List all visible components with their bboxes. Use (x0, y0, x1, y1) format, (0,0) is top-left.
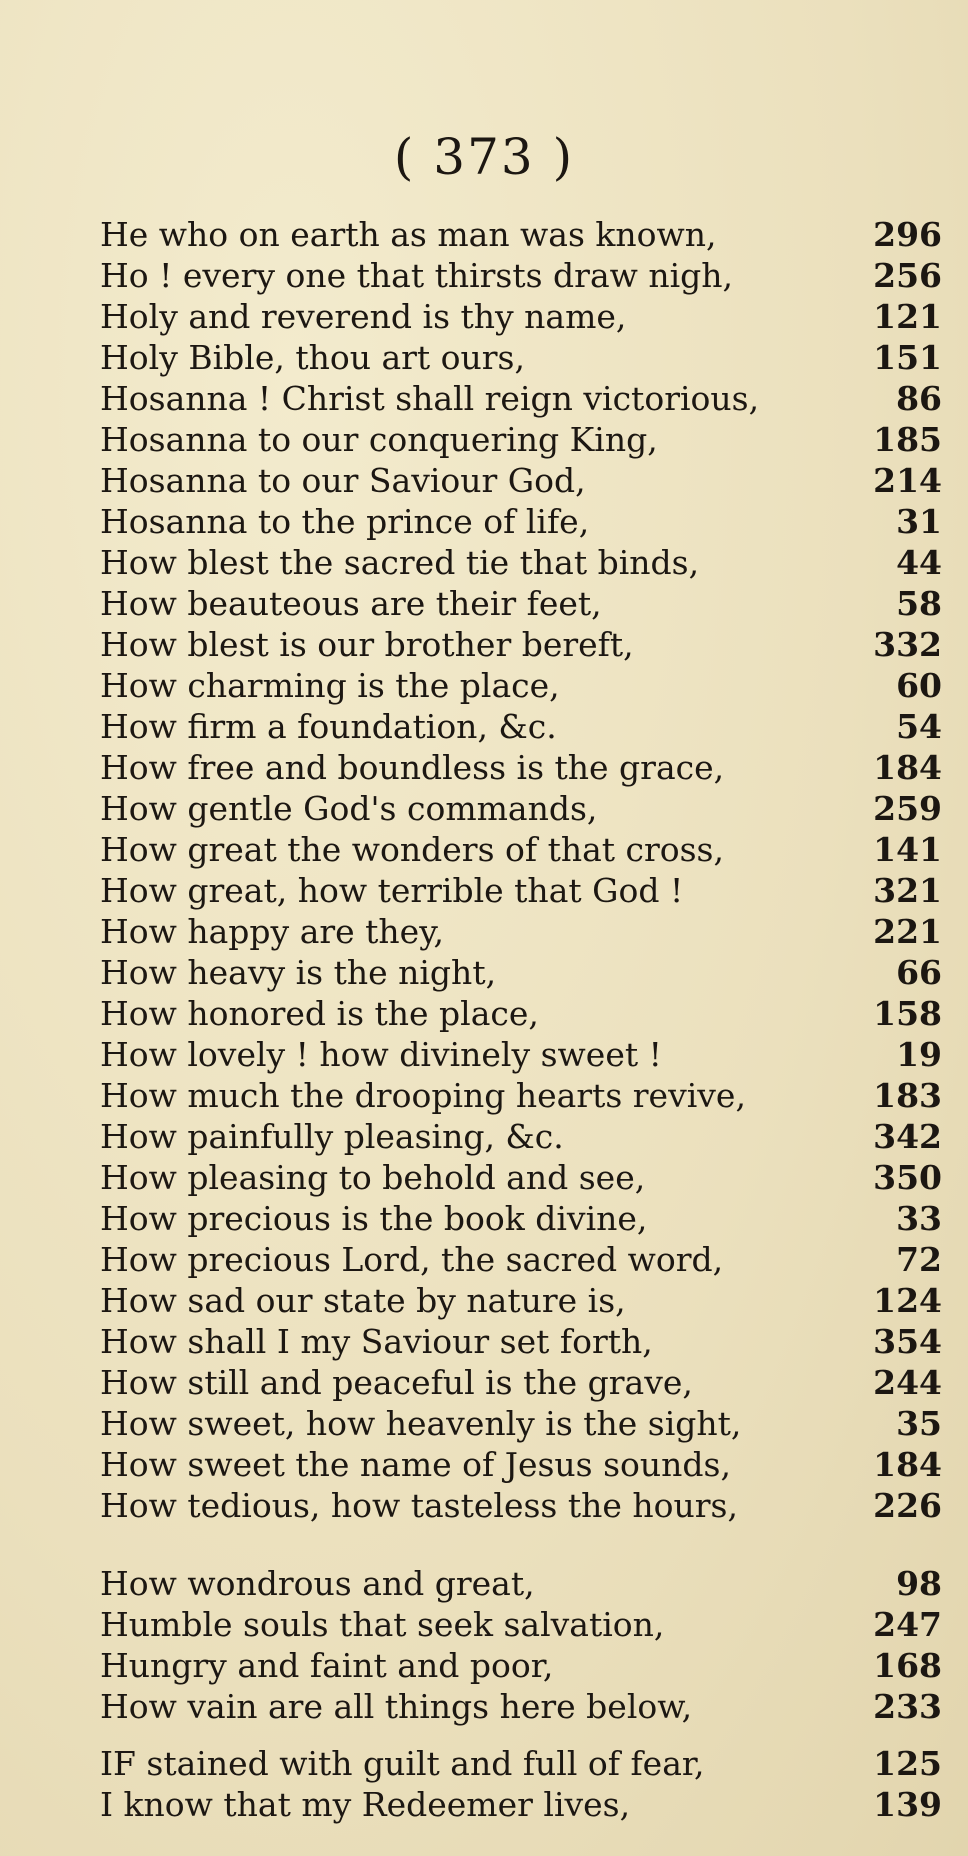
entry-title: How much the drooping hearts revive, (100, 1076, 746, 1115)
entry-title: How vain are all things here below, (100, 1687, 693, 1726)
index-entry (100, 911, 942, 952)
entry-title: Holy and reverend is thy name, (100, 297, 627, 336)
entry-page-number: 256 (873, 256, 942, 295)
entry-title: How heavy is the night, (100, 953, 497, 992)
index-entry (100, 255, 942, 296)
entry-title: How sad our state by nature is, (100, 1281, 626, 1320)
entry-page-number: 86 (896, 379, 942, 418)
entry-title: How pleasing to behold and see, (100, 1158, 646, 1197)
entry-title: How precious Lord, the sacred word, (100, 1240, 724, 1279)
entry-title: Hosanna to our Saviour God, (100, 461, 586, 500)
entry-page-number: 168 (873, 1646, 942, 1685)
index-entry (100, 214, 942, 255)
entry-page-number: 158 (873, 994, 942, 1033)
index-entry (100, 706, 942, 747)
index-entry (100, 1034, 942, 1075)
entry-title: Hosanna to the prince of life, (100, 502, 590, 541)
index-entry (100, 1563, 942, 1604)
entry-page-number: 185 (873, 420, 942, 459)
entry-title: How great, how terrible that God ! (100, 871, 684, 910)
entry-page-number: 139 (873, 1785, 942, 1824)
entry-page-number: 35 (896, 1404, 942, 1443)
index-entry (100, 1198, 942, 1239)
entry-page-number: 58 (896, 584, 942, 623)
index-entry (100, 1743, 942, 1784)
entry-page-number: 354 (873, 1322, 942, 1361)
entry-title: How lovely ! how divinely sweet ! (100, 1035, 662, 1074)
entry-page-number: 321 (873, 871, 942, 910)
entry-page-number: 44 (896, 543, 942, 582)
index-entry (100, 1280, 942, 1321)
entry-title: Ho ! every one that thirsts draw nigh, (100, 256, 734, 295)
entry-title: How charming is the place, (100, 666, 560, 705)
index-entry (100, 1444, 942, 1485)
entry-title: How painfully pleasing, &c. (100, 1117, 564, 1156)
entry-title: I know that my Redeemer lives, (100, 1785, 631, 1824)
entry-page-number: 247 (873, 1605, 942, 1644)
entry-title: How beauteous are their feet, (100, 584, 602, 623)
entry-title: How great the wonders of that cross, (100, 830, 724, 869)
entry-page-number: 259 (873, 789, 942, 828)
entry-title: How free and boundless is the grace, (100, 748, 725, 787)
hymn-index-group-2 (100, 1563, 942, 1727)
entry-page-number: 72 (896, 1240, 942, 1279)
entry-title: Hosanna to our conquering King, (100, 420, 658, 459)
index-entry (100, 665, 942, 706)
page-number: ( 373 ) (393, 128, 575, 186)
entry-page-number: 121 (873, 297, 942, 336)
index-entry (100, 1686, 942, 1727)
entry-page-number: 350 (873, 1158, 942, 1197)
entry-page-number: 184 (873, 748, 942, 787)
index-entry (100, 1784, 942, 1825)
hymn-index-group-1 (100, 214, 942, 1526)
index-entry (100, 1321, 942, 1362)
entry-page-number: 19 (896, 1035, 942, 1074)
index-entry (100, 1645, 942, 1686)
entry-title: How sweet, how heavenly is the sight, (100, 1404, 742, 1443)
entry-title: How precious is the book divine, (100, 1199, 648, 1238)
entry-page-number: 296 (873, 215, 942, 254)
entry-title: How gentle God's commands, (100, 789, 598, 828)
index-entry (100, 542, 942, 583)
index-entry (100, 1485, 942, 1526)
entry-page-number: 244 (873, 1363, 942, 1402)
entry-page-number: 31 (896, 502, 942, 541)
entry-page-number: 226 (873, 1486, 942, 1525)
entry-title: How blest is our brother bereft, (100, 625, 634, 664)
index-entry (100, 460, 942, 501)
entry-page-number: 183 (873, 1076, 942, 1115)
entry-title: How happy are they, (100, 912, 444, 951)
index-entry (100, 993, 942, 1034)
entry-title: How firm a foundation, &c. (100, 707, 557, 746)
index-entry (100, 1239, 942, 1280)
index-entry (100, 829, 942, 870)
entry-page-number: 332 (873, 625, 942, 664)
entry-page-number: 124 (873, 1281, 942, 1320)
index-entry (100, 1403, 942, 1444)
index-entry (100, 624, 942, 665)
entry-title: How tedious, how tasteless the hours, (100, 1486, 738, 1525)
entry-title: Holy Bible, thou art ours, (100, 338, 525, 377)
entry-title: How shall I my Saviour set forth, (100, 1322, 653, 1361)
index-entry (100, 788, 942, 829)
entry-title: How blest the sacred tie that binds, (100, 543, 700, 582)
index-entry (100, 870, 942, 911)
entry-page-number: 233 (873, 1687, 942, 1726)
index-entry (100, 296, 942, 337)
index-entry (100, 583, 942, 624)
index-entry (100, 1157, 942, 1198)
index-entry (100, 1362, 942, 1403)
entry-page-number: 33 (896, 1199, 942, 1238)
entry-page-number: 66 (896, 953, 942, 992)
index-entry (100, 747, 942, 788)
hymn-index-group-3 (100, 1743, 942, 1825)
index-entry (100, 952, 942, 993)
entry-title: How still and peaceful is the grave, (100, 1363, 693, 1402)
entry-page-number: 184 (873, 1445, 942, 1484)
entry-title: Hungry and faint and poor, (100, 1646, 554, 1685)
entry-page-number: 98 (896, 1564, 942, 1603)
index-entry (100, 1604, 942, 1645)
entry-title: How sweet the name of Jesus sounds, (100, 1445, 731, 1484)
entry-page-number: 60 (896, 666, 942, 705)
entry-page-number: 125 (873, 1744, 942, 1783)
entry-page-number: 151 (873, 338, 942, 377)
entry-title: How honored is the place, (100, 994, 539, 1033)
entry-title: Humble souls that seek salvation, (100, 1605, 665, 1644)
entry-page-number: 342 (873, 1117, 942, 1156)
entry-title: Hosanna ! Christ shall reign victorious, (100, 379, 760, 418)
entry-page-number: 54 (896, 707, 942, 746)
entry-page-number: 221 (873, 912, 942, 951)
entry-page-number: 214 (873, 461, 942, 500)
index-entry (100, 419, 942, 460)
entry-title: IF stained with guilt and full of fear, (100, 1744, 705, 1783)
entry-title: He who on earth as man was known, (100, 215, 717, 254)
entry-page-number: 141 (873, 830, 942, 869)
index-entry (100, 1116, 942, 1157)
entry-title: How wondrous and great, (100, 1564, 535, 1603)
index-entry (100, 337, 942, 378)
index-entry (100, 378, 942, 419)
index-entry (100, 1075, 942, 1116)
index-entry (100, 501, 942, 542)
